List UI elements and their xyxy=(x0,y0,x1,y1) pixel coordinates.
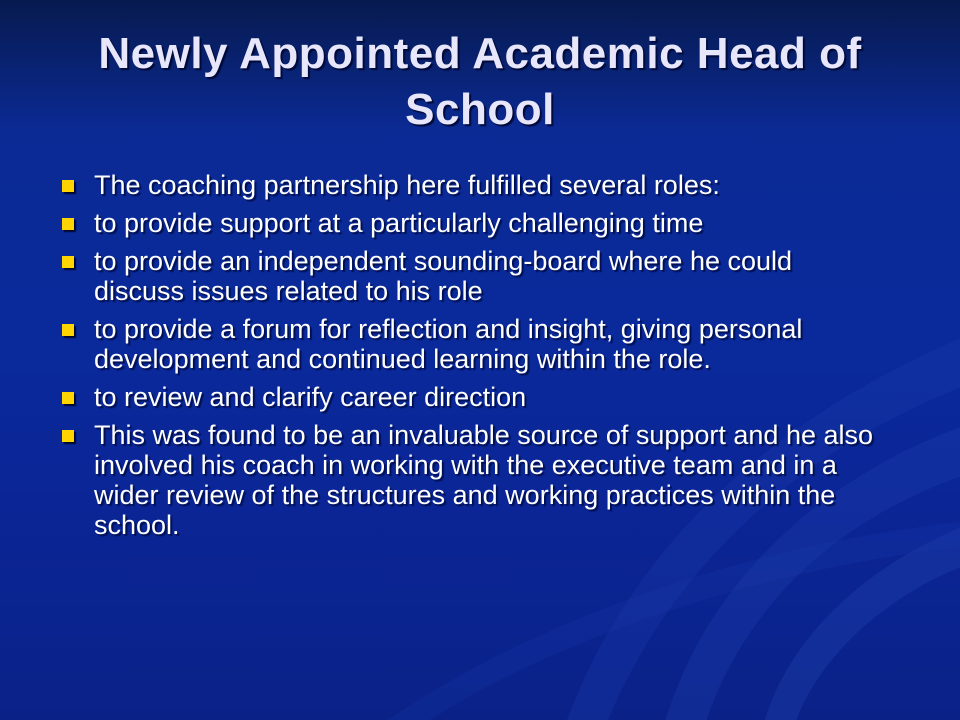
square-bullet-icon xyxy=(62,324,74,336)
bullet-text: to review and clarify career direction xyxy=(94,382,527,412)
bullet-text: to provide a forum for reflection and insight, giving personal development and continued learning within the role. xyxy=(94,314,803,374)
bullet-text: to provide an independent sounding-board where he could discuss issues related to his role xyxy=(94,246,793,306)
bullet-text: The coaching partnership here fulfilled several roles: xyxy=(94,170,720,200)
bullet-item xyxy=(60,170,880,200)
bullet-list xyxy=(60,170,880,548)
square-bullet-icon xyxy=(62,256,74,268)
square-bullet-icon xyxy=(62,392,74,404)
square-bullet-icon xyxy=(62,430,74,442)
slide-title: Newly Appointed Academic Head of School xyxy=(98,29,862,134)
bullet-item xyxy=(60,420,880,540)
bullet-item xyxy=(60,246,880,306)
bullet-text: to provide support at a particularly challenging time xyxy=(94,208,704,238)
bullet-text: This was found to be an invaluable source of support and he also involved his coach in working with the executive team and in a wider review of the structures and working practices within the school. xyxy=(94,420,874,540)
square-bullet-icon xyxy=(62,180,74,192)
bullet-item xyxy=(60,382,880,412)
bullet-item xyxy=(60,208,880,238)
square-bullet-icon xyxy=(62,218,74,230)
bullet-item xyxy=(60,314,880,374)
